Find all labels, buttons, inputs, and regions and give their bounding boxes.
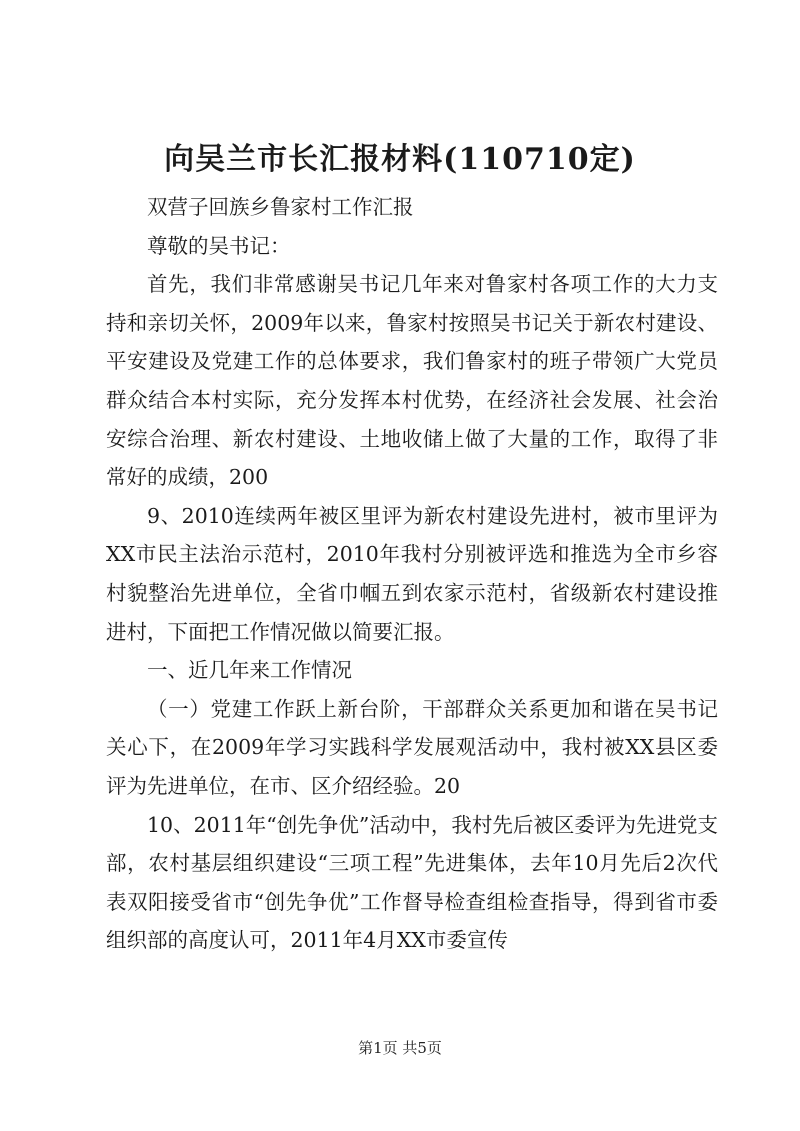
paragraph-honors: 9、2010连续两年被区里评为新农村建设先进村，被市里评为XX市民主法治示范村，2010年我村分别被评选和推选为全市乡容村貌整治先进单位，全省巾帼五到农家示范村，省级新农村建设推进村，下面把工作情况做以简要汇报。 xyxy=(106,503,718,644)
paragraph-thanks: 首先，我们非常感谢吴书记几年来对鲁家村各项工作的大力支持和亲切关怀，2009年以来，鲁家村按照吴书记关于新农村建设、平安建设及党建工作的总体要求，我们鲁家村的班子带领广大党员群众结合本村实际，充分发挥本村优势，在经济社会发展、社会治安综合治理、新农村建设、土地收储上做了大量的工作，取得了非常好的成绩，200 xyxy=(106,272,718,490)
document-body xyxy=(106,188,718,960)
document-title: 向吴兰市长汇报材料(110710定) xyxy=(164,142,636,177)
paragraph-salutation: 尊敬的吴书记： xyxy=(147,233,291,258)
paragraph-party-building: （一）党建工作跃上新台阶，干部群众关系更加和谐在吴书记关心下，在2009年学习实践科学发展观活动中，我村被XX县区委评为先进单位，在市、区介绍经验。20 xyxy=(106,696,718,798)
paragraph-section-heading: 一、近几年来工作情况 xyxy=(147,658,352,683)
page-footer: 第1页 共5页 xyxy=(358,1039,442,1057)
paragraph-heading-report: 双营子回族乡鲁家村工作汇报 xyxy=(147,195,414,219)
paragraph-excellence-activity: 10、2011年“创先争优”活动中，我村先后被区委评为先进党支部，农村基层组织建设“三项工程”先进集体，去年10月先后2次代表双阳接受省市“创先争优”工作督导检查组检查指导，得到省市委组织部的高度认可，2011年4月XX市委宣传 xyxy=(106,812,718,953)
